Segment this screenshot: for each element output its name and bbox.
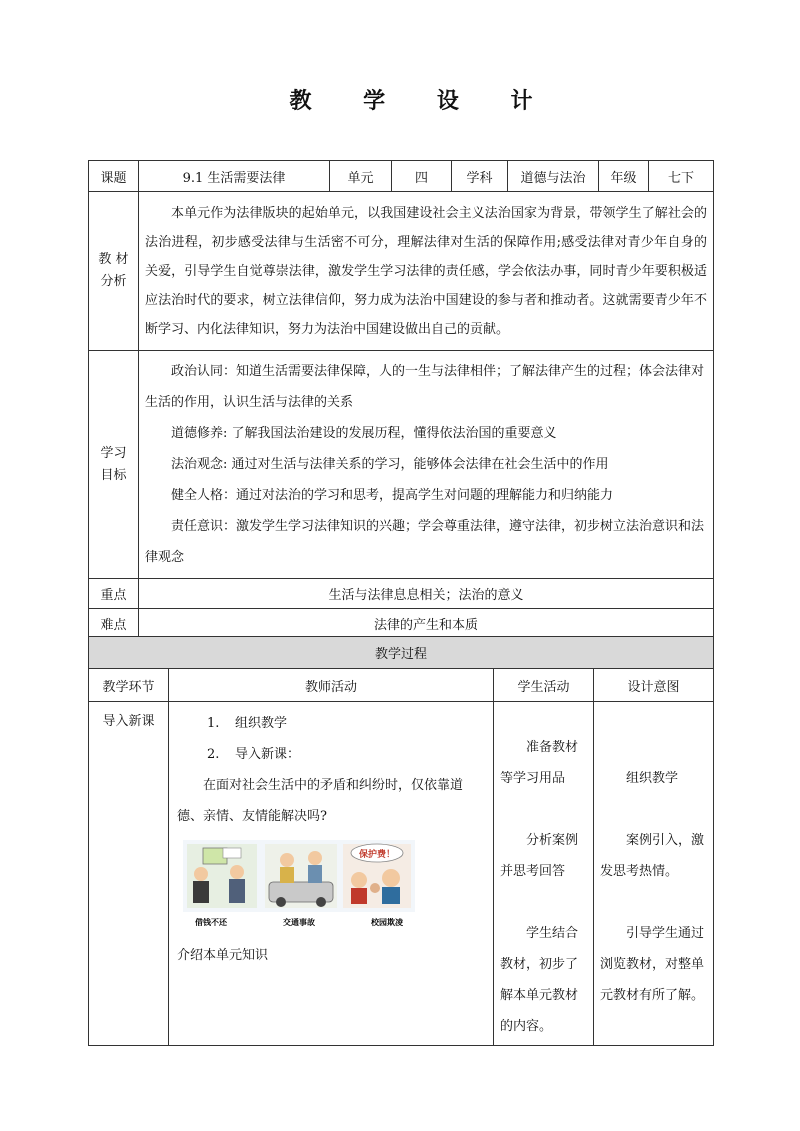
image-caption: 校园欺凌 [371, 918, 403, 927]
lesson-info-table [88, 160, 714, 639]
goals-list [139, 351, 714, 579]
student-activity [494, 702, 594, 1046]
column-header: 教学环节 [89, 669, 169, 702]
difficult-point-label: 难点 [89, 609, 139, 639]
process-table [88, 636, 714, 1046]
goal-item: 法治观念: 通过对生活与法律关系的学习，能够体会法律在社会生活中的作用 [171, 457, 609, 472]
student-item: 准备教材等学习用品 [500, 740, 579, 786]
image-caption: 交通事故 [283, 918, 315, 927]
teacher-item: 2. 导入新课： [207, 747, 301, 762]
student-item: 学生结合教材，初步了解本单元教材的内容。 [500, 926, 579, 1034]
teacher-item: 1. 组织教学 [207, 716, 288, 731]
case-illustration [183, 840, 415, 930]
subject-value: 道德与法治 [508, 161, 599, 192]
goals-label: 学习 目标 [89, 351, 139, 579]
goal-item: 健全人格：通过对法治的学习和思考，提高学生对问题的理解能力和归纳能力 [171, 488, 614, 503]
process-header-row [89, 637, 714, 669]
teacher-question: 在面对社会生活中的矛盾和纠纷时，仅依靠道德、亲情、友情能解决吗? [177, 778, 464, 824]
teacher-intro: 介绍本单元知识 [177, 948, 269, 963]
goal-item: 道德修养: 了解我国法治建设的发展历程，懂得依法治国的重要意义 [171, 426, 557, 441]
process-header: 教学过程 [89, 637, 714, 669]
student-item: 分析案例并思考回答 [500, 833, 579, 879]
goals-row [89, 351, 714, 579]
column-header: 教师活动 [169, 669, 494, 702]
key-point-row [89, 579, 714, 609]
grade-label: 年级 [599, 161, 649, 192]
analysis-row [89, 192, 714, 351]
design-intent [594, 702, 714, 1046]
goal-item: 责任意识：激发学生学习法律知识的兴趣；学会尊重法律，遵守法律，初步树立法治意识和法律观念 [145, 519, 705, 565]
process-row [89, 702, 714, 1046]
teacher-activity [169, 702, 494, 1046]
course-label: 课题 [89, 161, 139, 192]
page-title: 教 学 设 计 [289, 88, 555, 114]
unit-value: 四 [392, 161, 452, 192]
difficult-point-text: 法律的产生和本质 [139, 609, 714, 639]
key-point-text: 生活与法律息息相关；法治的意义 [139, 579, 714, 609]
intent-item: 案例引入，激发思考热情。 [600, 833, 705, 879]
intent-item: 组织教学 [626, 771, 679, 786]
subject-label: 学科 [452, 161, 508, 192]
course-value: 9.1 生活需要法律 [139, 161, 330, 192]
grade-value: 七下 [649, 161, 714, 192]
column-header: 设计意图 [594, 669, 714, 702]
goal-item: 政治认同：知道生活需要法律保障，人的一生与法律相伴；了解法律产生的过程；体会法律对生活的作用，认识生活与法律的关系 [145, 364, 705, 410]
analysis-text: 本单元作为法律版块的起始单元，以我国建设社会主义法治国家为背景，带领学生了解社会的法治进程，初步感受法律与生活密不可分，理解法律对生活的保障作用;感受法律对青少年自身的关爱，引导学生自觉尊崇法律，激发学生学习法律的责任感，学会依法办事，同时青少年要积极适应法治时代的要求，树立法律信仰，努力成为法治中国建设的参与者和推动者。这就需要青少年不断学习、内化法律知识，努力为法治中国建设做出自己的贡献。 [139, 192, 714, 351]
image-sign-text: 保护费！ [358, 850, 396, 860]
header-row [89, 161, 714, 192]
image-caption: 借钱不还 [195, 918, 227, 927]
analysis-label: 教 材 分析 [89, 192, 139, 351]
column-header: 学生活动 [494, 669, 594, 702]
key-point-label: 重点 [89, 579, 139, 609]
intent-item: 引导学生通过浏览教材，对整单元教材有所了解。 [600, 926, 705, 1003]
difficult-point-row [89, 609, 714, 639]
stage-cell: 导入新课 [89, 702, 169, 1046]
unit-label: 单元 [330, 161, 392, 192]
process-columns-row [89, 669, 714, 702]
